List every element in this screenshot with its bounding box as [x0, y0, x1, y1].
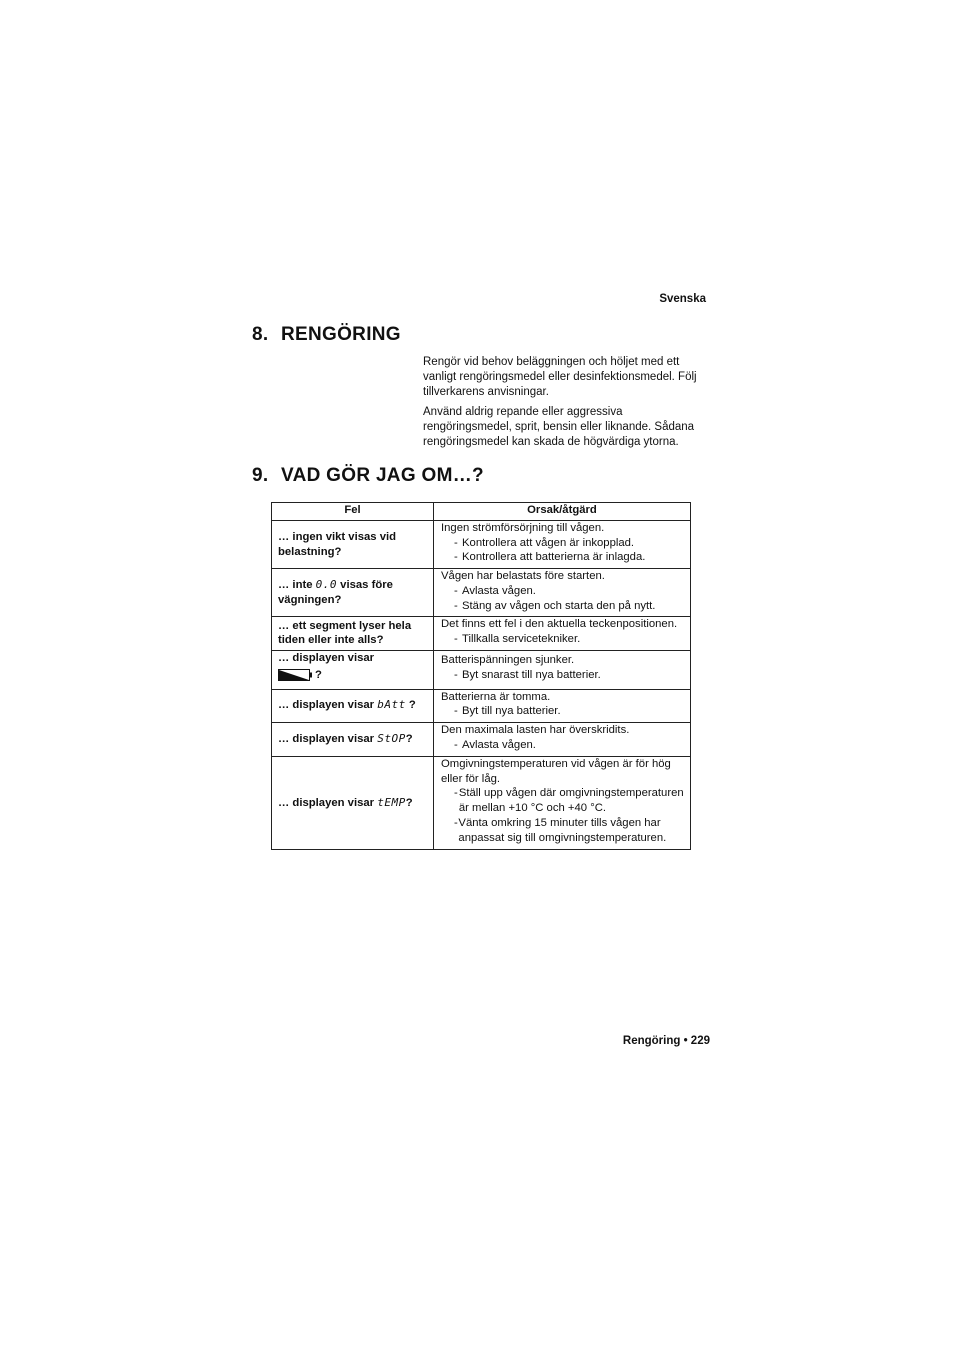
cause-text: Batterierna är tomma.	[441, 690, 551, 703]
fault-cell: … ett segment lyser hela tiden eller inte alls?	[272, 617, 434, 650]
action-step: - Byt till nya batterier.	[454, 705, 561, 718]
action-step: - Kontrollera att batterierna är inlagda.	[454, 551, 646, 564]
section-number: 9.	[252, 465, 269, 486]
table-row	[272, 757, 691, 850]
action-step: - Tillkalla servicetekniker.	[454, 632, 581, 645]
fault-cell: … ingen vikt visas vid belastning?	[272, 521, 434, 569]
cause-cell	[434, 689, 691, 722]
table-header-row	[272, 503, 691, 521]
fault-cell: … displayen visar StOP?	[272, 723, 434, 757]
display-readout: bAtt	[377, 698, 406, 712]
action-step: - Avlasta vågen.	[454, 584, 536, 597]
page-footer: Rengöring • 229	[622, 1035, 710, 1047]
cleaning-paragraph-1: Rengör vid behov beläggningen och höljet med ett vanligt rengöringsmedel eller desinfektionsmedel. Följ tillverkarens anvisningar.	[423, 356, 697, 398]
section-8-heading	[252, 324, 401, 346]
table-row	[272, 521, 691, 569]
cleaning-paragraph-2: Använd aldrig repande eller aggressiva rengöringsmedel, sprit, bensin eller liknande. Sådana rengöringsmedel kan skada de högvärdiga ytorna.	[423, 406, 695, 448]
action-step: - Stäng av vågen och starta den på nytt.	[454, 599, 656, 612]
section-title: RENGÖRING	[281, 324, 401, 345]
header-orsak: Orsak/åtgärd	[434, 503, 691, 521]
table-row	[272, 617, 691, 650]
fault-cell: … displayen visar tEMP?	[272, 757, 434, 850]
action-step: - Vänta omkring 15 minuter tills vågen har anpassat sig till omgivningstemperaturen.	[454, 816, 667, 844]
cause-text: Omgivningstemperaturen vid vågen är för hög eller för låg.	[441, 758, 671, 785]
action-step: - Avlasta vågen.	[454, 738, 536, 751]
cause-cell	[434, 757, 691, 850]
cause-text: Vågen har belastats före starten.	[441, 570, 605, 583]
action-step: - Byt snarast till nya batterier.	[454, 669, 601, 682]
fault-cell: … inte 0.0 visas före vägningen?	[272, 569, 434, 617]
section-number: 8.	[252, 324, 269, 345]
cause-cell	[434, 723, 691, 757]
table-row	[272, 569, 691, 617]
action-step: - Ställ upp vågen där omgivningstemperaturen är mellan +10 °C och +40 °C.	[454, 787, 684, 815]
battery-low-icon	[278, 669, 312, 681]
cause-text: Batterispänningen sjunker.	[441, 654, 575, 667]
cause-text: Det finns ett fel i den aktuella teckenpositionen.	[441, 618, 678, 631]
header-fel: Fel	[272, 503, 434, 521]
troubleshooting-table	[271, 502, 691, 850]
cause-cell	[434, 650, 691, 689]
display-readout: StOP	[377, 732, 406, 746]
cause-text: Den maximala lasten har överskridits.	[441, 724, 630, 737]
cause-text: Ingen strömförsörjning till vågen.	[441, 522, 605, 534]
cause-cell	[434, 569, 691, 617]
table-row	[272, 689, 691, 722]
cause-cell	[434, 617, 691, 650]
fault-cell: … displayen visar ?	[272, 650, 434, 689]
language-label: Svenska	[659, 293, 706, 305]
section-9-heading	[252, 465, 484, 487]
table-row	[272, 650, 691, 689]
action-step: - Kontrollera att vågen är inkopplad.	[454, 536, 635, 549]
display-readout: 0.0	[315, 577, 338, 591]
cause-cell	[434, 521, 691, 569]
display-readout: tEMP	[377, 795, 406, 809]
table-row	[272, 723, 691, 757]
section-title: VAD GÖR JAG OM…?	[281, 465, 484, 486]
fault-cell: … displayen visar bAtt ?	[272, 689, 434, 722]
